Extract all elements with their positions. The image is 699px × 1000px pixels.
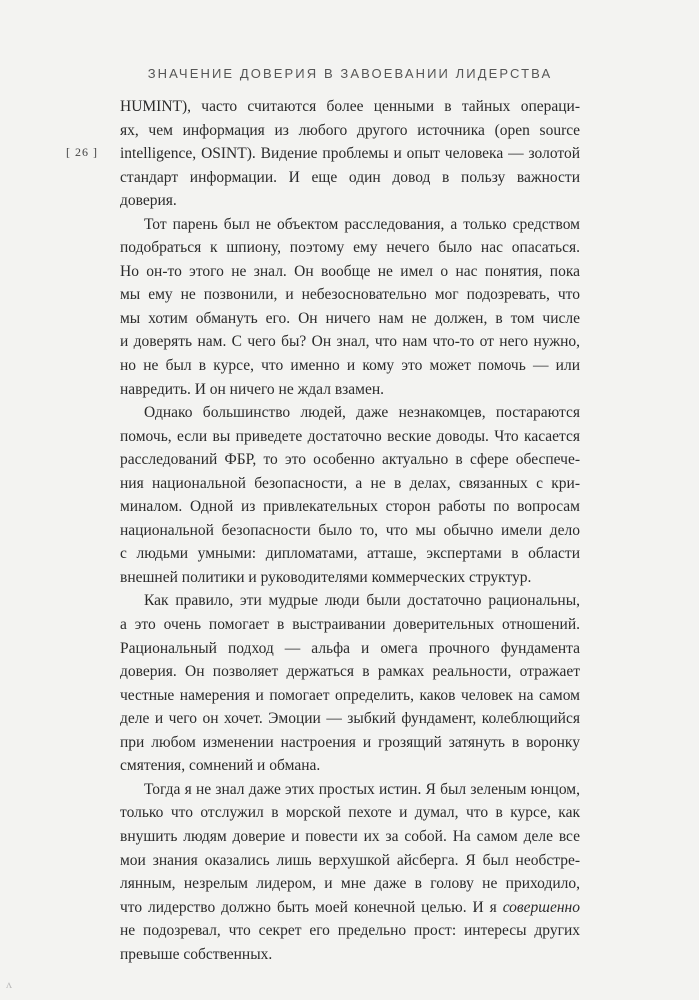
text-line: ях, чем информация из любого другого источника (open source (120, 121, 580, 139)
text-line: миналом. Одной из привлекательных сторон работы по вопросам (120, 498, 580, 516)
text-line: intelligence, OSINT). Видение проблемы и опыт человека — золотой (120, 145, 580, 163)
text-line: Тот парень был не объектом расследования, а только средством (144, 215, 580, 233)
text-line: мои знания оказались лишь верхушкой айсберга. Я был необстре- (120, 851, 580, 869)
text-line: доверия. (120, 192, 177, 210)
text-line: но не был в курсе, что именно и кому это может помочь — или (120, 357, 580, 375)
line-start: что лидерство должно быть моей конечной целью. И я (120, 898, 503, 916)
text-line: мы хотим обмануть его. Он ничего нам не должен, в том числе (120, 309, 580, 327)
body-text (120, 95, 580, 966)
text-line: стандарт информации. И еще один довод в пользу важности (120, 168, 580, 186)
text-line: подобраться к шпиону, поэтому ему нечего было нас опасаться. (120, 239, 580, 257)
text-line: Рациональный подход — альфа и омега прочного фундамента (120, 639, 580, 657)
text-line: ния национальной безопасности, а не в делах, связанных с кри- (120, 474, 580, 492)
text-line: внушить людям доверие и повести их за собой. На самом деле все (120, 827, 580, 845)
text-line: при любом изменении настроения и грозящий затянуть в воронку (120, 733, 580, 751)
text-line: честные намерения и помогает определить, каков человек на самом (120, 686, 580, 704)
text-line: не подозревал, что секрет его предельно прост: интересы других (120, 922, 580, 940)
text-line: национальной безопасности было то, что мы обычно имели дело (120, 521, 580, 539)
text-line: внешней политики и руководителями коммерческих структур. (120, 568, 532, 586)
text-line: доверия. Он позволяет держаться в рамках реальности, отражает (120, 663, 580, 681)
text-line: превыше собственных. (120, 945, 273, 963)
text-line: смятения, сомнений и обмана. (120, 757, 321, 775)
page-number: [ 26 ] (66, 145, 98, 159)
paragraph-1 (120, 95, 580, 213)
text-line: расследований ФБР, то это особенно актуально в сфере обеспече- (120, 451, 580, 469)
text-line: лянным, незрелым лидером, и мне даже в голову не приходило, (120, 875, 580, 893)
text-line: с людьми умными: дипломатами, атташе, экспертами в области (120, 545, 580, 563)
text-line: Но он-то этого не знал. Он вообще не имел о нас понятия, пока (120, 262, 580, 280)
paragraph-5 (120, 778, 580, 966)
text-line: Как правило, эти мудрые люди были достаточно рациональны, (144, 592, 580, 610)
text-line: HUMINT), часто считаются более ценными в тайных операци- (120, 98, 580, 115)
text-line: Однако большинство людей, даже незнакомцев, постараются (144, 404, 580, 422)
text-line: навредить. И он ничего не ждал взамен. (120, 380, 384, 398)
text-line: мы ему не позвонили, и небезосновательно мог подозревать, что (120, 286, 580, 304)
running-head: ЗНАЧЕНИЕ ДОВЕРИЯ В ЗАВОЕВАНИИ ЛИДЕРСТВА (147, 66, 553, 81)
text-line: Тогда я не знал даже этих простых истин. Я был зеленым юнцом, (144, 780, 580, 798)
corner-mark: ʌ (6, 977, 12, 991)
text-line: только что отслужил в морской пехоте и думал, что в курсе, как (120, 804, 580, 822)
emphasis-word: совершенно (502, 898, 580, 916)
text-line: и доверять нам. С чего бы? Он знал, что нам что-то от него нужно, (120, 333, 580, 351)
text-line: помочь, если вы приведете достаточно веские доводы. Что касается (120, 427, 580, 445)
text-line: а это очень помогает в выстраивании доверительных отношений. (120, 616, 580, 634)
text-line-with-emphasis (120, 896, 580, 920)
paragraph-3 (120, 401, 580, 589)
text-line: деле и чего он хочет. Эмоции — зыбкий фундамент, колеблющийся (120, 710, 580, 728)
paragraph-2 (120, 213, 580, 401)
paragraph-4 (120, 589, 580, 777)
